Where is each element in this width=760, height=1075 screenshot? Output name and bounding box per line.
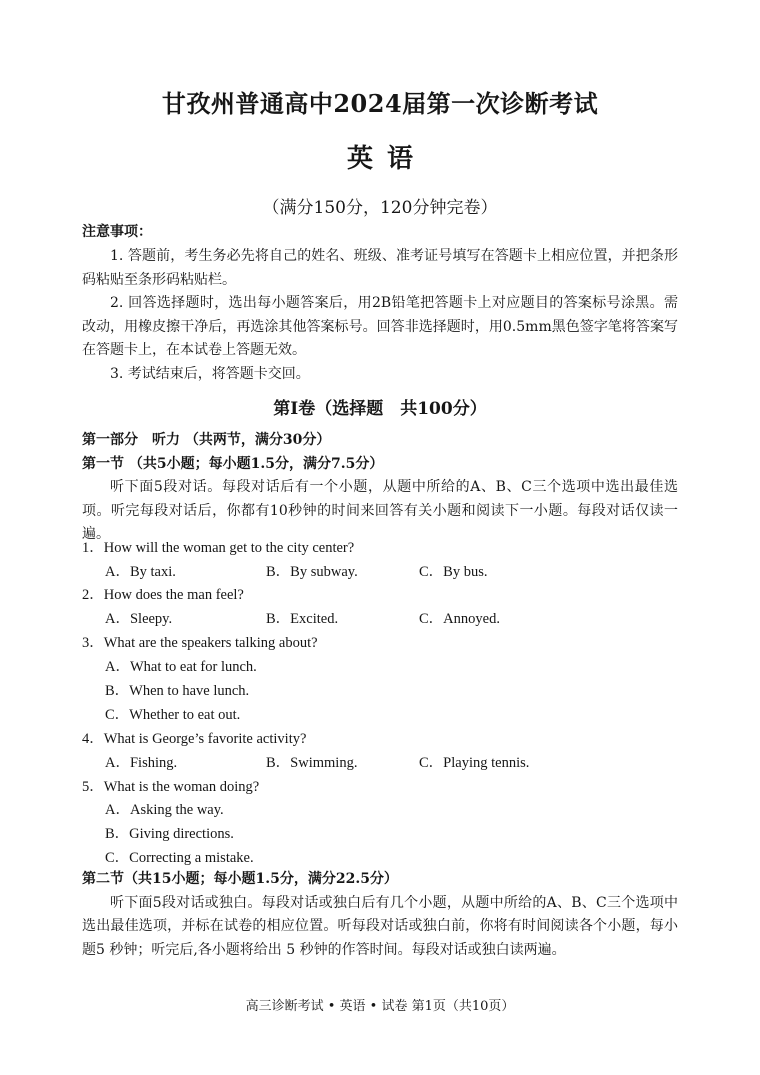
question-2-stem: 2．How does the man feel? bbox=[82, 587, 244, 603]
question-3-option-c: C．Whether to eat out. bbox=[105, 707, 241, 723]
section-heading: 第一部分 听力 （共两节，满分30分） bbox=[82, 432, 331, 448]
question-1-stem: 1．How will the woman get to the city center? bbox=[82, 540, 355, 556]
question-4-stem: 4．What is George’s favorite activity? bbox=[82, 731, 307, 747]
note-item: 1. 答题前，考生务必先将自己的姓名、班级、准考证号填写在答题卡上相应位置，并把条形码粘贴至条形码粘贴栏。 bbox=[82, 248, 678, 288]
question-3-option-a: A．What to eat for lunch. bbox=[105, 659, 257, 675]
question-5-option-b: B．Giving directions. bbox=[105, 826, 234, 842]
part-title: 第Ⅰ卷（选择题 共100分） bbox=[273, 399, 487, 419]
question-3-option-b: B．When to have lunch. bbox=[105, 683, 250, 699]
listening-section bbox=[82, 429, 678, 547]
question-2-option-c: C．Annoyed. bbox=[419, 611, 500, 627]
subsection-1-heading: 第一节 （共5小题；每小题1.5分，满分7.5分） bbox=[82, 455, 384, 472]
question-1-option-c: C．By bus. bbox=[419, 564, 488, 580]
note-item: 3. 考试结束后，将答题卡交回。 bbox=[110, 365, 310, 382]
subsection-2-instruction: 听下面5段对话或独白。每段对话或独白后有几个小题，从题中所给的A、B、C三个选项中选出最佳选项，并标在试卷的相应位置。听每段对话或独白前，你将有时间阅读各个小题，每小题5 秒钟；听完后,各小题将给出 5 秒钟的作答时间。每段对话或独白读两遍。 bbox=[82, 894, 678, 958]
question-4-option-b: B．Swimming. bbox=[266, 755, 358, 771]
subsection-1-instruction: 听下面5段对话。每段对话后有一个小题，从题中所给的A、B、C三个选项中选出最佳选项。听完每段对话后，你都有10秒钟的时间来回答有关小题和阅读下一小题。每段对话仅读一遍。 bbox=[82, 479, 678, 542]
score-info: （满分150分，120分钟完卷） bbox=[262, 198, 498, 218]
listening-subsection-2 bbox=[82, 868, 678, 962]
question-4-option-a: A．Fishing. bbox=[105, 755, 178, 771]
question-5-stem: 5．What is the woman doing? bbox=[82, 779, 260, 795]
subsection-2-heading: 第二节（共15小题；每小题1.5分，满分22.5分） bbox=[82, 871, 398, 887]
question-3-stem: 3．What are the speakers talking about? bbox=[82, 635, 318, 651]
question-5-option-a: A．Asking the way. bbox=[105, 802, 224, 818]
question-1-option-b: B．By subway. bbox=[266, 564, 358, 580]
question-2-option-b: B．Excited. bbox=[266, 611, 339, 627]
notes-list bbox=[82, 245, 678, 386]
question-4-option-c: C．Playing tennis. bbox=[419, 755, 530, 771]
question-5-option-c: C．Correcting a mistake. bbox=[105, 850, 254, 866]
notes-heading: 注意事项： bbox=[82, 224, 152, 240]
question-1-option-a: A．By taxi. bbox=[105, 564, 176, 580]
note-item: 2. 回答选择题时，选出每小题答案后，用2B铅笔把答题卡上对应题目的答案标号涂黑。需改动，用橡皮擦干净后，再选涂其他答案标号。回答非选择题时，用0.5mm黑色签字笔将答案写在答题卡上，在本试卷上答题无效。 bbox=[82, 295, 678, 358]
page-footer: 高三诊断考试 • 英语 • 试卷 第1页（共10页） bbox=[245, 999, 515, 1014]
question-2-option-a: A．Sleepy. bbox=[105, 611, 173, 627]
subject-title: 英语 bbox=[346, 144, 427, 174]
exam-title: 甘孜州普通高中2024届第一次诊断考试 bbox=[161, 89, 599, 118]
